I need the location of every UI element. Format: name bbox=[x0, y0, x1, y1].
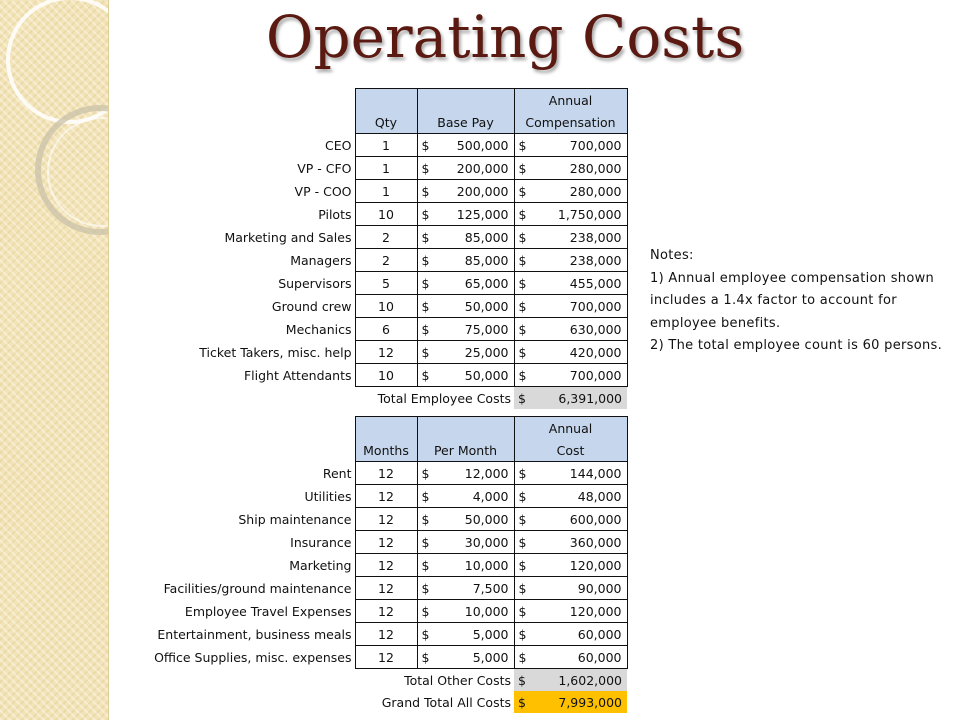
table-row bbox=[105, 600, 627, 623]
currency-symbol: $ bbox=[518, 367, 527, 383]
row-label: Ticket Takers, misc. help bbox=[199, 344, 352, 360]
annual-cost-cell-wrap bbox=[515, 627, 627, 642]
annual-cost-cell bbox=[514, 646, 627, 669]
annual-comp-cell-wrap bbox=[515, 299, 627, 314]
total-spacer bbox=[105, 387, 355, 410]
base-pay-cell-wrap bbox=[418, 322, 514, 337]
annual-cost-cell-value: 600,000 bbox=[569, 511, 622, 527]
per-month-cell-wrap bbox=[418, 535, 514, 550]
base-pay-cell-wrap bbox=[418, 345, 514, 360]
annual-comp-cell-wrap bbox=[515, 345, 627, 360]
row-label: VP - COO bbox=[294, 183, 352, 199]
table-row bbox=[105, 462, 627, 485]
annual-comp-cell bbox=[514, 295, 627, 318]
note-line: employee benefits. bbox=[650, 315, 781, 331]
table-row bbox=[105, 646, 627, 669]
base-pay-cell bbox=[417, 157, 514, 180]
currency-symbol: $ bbox=[421, 206, 430, 222]
per-month-cell bbox=[417, 623, 514, 646]
row-label: Ground crew bbox=[271, 298, 352, 314]
annual-comp-cell bbox=[514, 249, 627, 272]
currency-symbol: $ bbox=[421, 488, 430, 504]
per-month-cell-value: 50,000 bbox=[464, 511, 509, 527]
per-month-cell bbox=[417, 646, 514, 669]
per-month-cell-wrap bbox=[418, 581, 514, 596]
page-title: Operating Costs bbox=[265, 3, 745, 71]
other-costs-table bbox=[105, 416, 628, 713]
grand-total-all-costs bbox=[514, 691, 627, 713]
currency-symbol: $ bbox=[518, 534, 527, 550]
table-row bbox=[105, 295, 627, 318]
total-employee-costs-wrap bbox=[514, 391, 627, 406]
base-pay-cell bbox=[417, 203, 514, 226]
row-label: Ship maintenance bbox=[238, 511, 352, 527]
annual-comp-cell-value: 238,000 bbox=[569, 229, 622, 245]
annual-comp-cell-wrap bbox=[515, 161, 627, 176]
base-pay-cell-value: 85,000 bbox=[464, 252, 509, 268]
base-pay-cell-value: 25,000 bbox=[464, 344, 509, 360]
annual-cost-cell-value: 144,000 bbox=[569, 465, 622, 481]
currency-symbol: $ bbox=[421, 137, 430, 153]
base-pay-cell-wrap bbox=[418, 138, 514, 153]
base-pay-cell bbox=[417, 272, 514, 295]
base-pay-cell-value: 500,000 bbox=[456, 137, 509, 153]
base-pay-cell-wrap bbox=[418, 230, 514, 245]
header-months-top bbox=[355, 417, 417, 440]
currency-symbol: $ bbox=[421, 183, 430, 199]
annual-comp-cell-wrap bbox=[515, 230, 627, 245]
currency-symbol: $ bbox=[518, 137, 527, 153]
annual-cost-cell-value: 120,000 bbox=[569, 557, 622, 573]
annual-cost-cell-value: 48,000 bbox=[577, 488, 622, 504]
months-cell: 12 bbox=[355, 462, 417, 485]
annual-cost-cell-value: 60,000 bbox=[577, 626, 622, 642]
total-other-costs-row bbox=[105, 669, 627, 692]
total-employee-costs-label: Total Employee Costs bbox=[377, 390, 511, 406]
total-employee-costs-value: 6,391,000 bbox=[558, 390, 622, 406]
annual-cost-cell-wrap bbox=[515, 604, 627, 619]
row-label: Supervisors bbox=[278, 275, 352, 291]
total-row bbox=[105, 387, 627, 410]
currency-symbol: $ bbox=[421, 229, 430, 245]
base-pay-cell bbox=[417, 180, 514, 203]
per-month-cell bbox=[417, 600, 514, 623]
annual-cost-cell bbox=[514, 577, 627, 600]
base-pay-cell-wrap bbox=[418, 207, 514, 222]
qty-cell: 10 bbox=[355, 203, 417, 226]
per-month-cell-value: 5,000 bbox=[472, 649, 509, 665]
total-employee-costs bbox=[514, 387, 627, 410]
base-pay-cell bbox=[417, 341, 514, 364]
header-base-pay: Base Pay bbox=[417, 111, 514, 134]
note-line: 2) The total employee count is 60 persons. bbox=[650, 338, 943, 353]
annual-cost-cell-value: 90,000 bbox=[577, 580, 622, 596]
total-spacer bbox=[105, 691, 355, 713]
row-label: VP - CFO bbox=[297, 160, 352, 176]
currency-symbol: $ bbox=[518, 390, 526, 406]
total-other-costs-label: Total Other Costs bbox=[404, 672, 511, 688]
annual-cost-cell-value: 60,000 bbox=[577, 649, 622, 665]
annual-comp-cell-value: 630,000 bbox=[569, 321, 622, 337]
currency-symbol: $ bbox=[518, 229, 527, 245]
table-row bbox=[105, 180, 627, 203]
table-row bbox=[105, 134, 627, 157]
note-line: includes a 1.4x factor to account for bbox=[650, 293, 897, 308]
annual-comp-cell bbox=[514, 318, 627, 341]
base-pay-cell-wrap bbox=[418, 253, 514, 268]
currency-symbol: $ bbox=[421, 298, 430, 314]
annual-cost-cell-wrap bbox=[515, 581, 627, 596]
annual-comp-cell-value: 280,000 bbox=[569, 183, 622, 199]
base-pay-cell bbox=[417, 295, 514, 318]
row-label: Facilities/ground maintenance bbox=[163, 580, 352, 596]
qty-cell: 2 bbox=[355, 226, 417, 249]
base-pay-cell-value: 200,000 bbox=[456, 160, 509, 176]
currency-symbol: $ bbox=[518, 580, 527, 596]
base-pay-cell-value: 75,000 bbox=[464, 321, 509, 337]
base-pay-cell-value: 50,000 bbox=[464, 367, 509, 383]
decorative-side-strip bbox=[0, 0, 109, 720]
per-month-cell-value: 10,000 bbox=[464, 557, 509, 573]
currency-symbol: $ bbox=[421, 626, 430, 642]
table-header-row-2 bbox=[105, 439, 627, 462]
per-month-cell-wrap bbox=[418, 512, 514, 527]
currency-symbol: $ bbox=[518, 160, 527, 176]
header-annual-top: Annual bbox=[514, 89, 627, 112]
total-spacer bbox=[105, 669, 355, 692]
annual-comp-cell bbox=[514, 226, 627, 249]
notes-block bbox=[650, 245, 942, 358]
table-header-row-1 bbox=[105, 417, 627, 440]
currency-symbol: $ bbox=[421, 465, 430, 481]
currency-symbol: $ bbox=[518, 557, 527, 573]
header-annual-cost: Cost bbox=[514, 439, 627, 462]
grand-total-all-costs-label: Grand Total All Costs bbox=[381, 694, 511, 710]
row-label: Marketing bbox=[289, 557, 352, 573]
base-pay-cell-wrap bbox=[418, 184, 514, 199]
annual-cost-cell bbox=[514, 531, 627, 554]
table-row bbox=[105, 554, 627, 577]
annual-cost-cell bbox=[514, 554, 627, 577]
qty-cell: 2 bbox=[355, 249, 417, 272]
annual-cost-cell-value: 360,000 bbox=[569, 534, 622, 550]
annual-comp-cell-wrap bbox=[515, 138, 627, 153]
annual-cost-cell bbox=[514, 508, 627, 531]
base-pay-cell-wrap bbox=[418, 276, 514, 291]
per-month-cell-wrap bbox=[418, 558, 514, 573]
qty-cell: 10 bbox=[355, 295, 417, 318]
per-month-cell bbox=[417, 577, 514, 600]
qty-cell: 1 bbox=[355, 157, 417, 180]
annual-comp-cell bbox=[514, 134, 627, 157]
table-row bbox=[105, 364, 627, 387]
months-cell: 12 bbox=[355, 554, 417, 577]
header-spacer bbox=[105, 439, 355, 462]
table-header-row-1 bbox=[105, 89, 627, 112]
annual-comp-cell-value: 455,000 bbox=[569, 275, 622, 291]
note-line: 1) Annual employee compensation shown bbox=[650, 270, 935, 286]
qty-cell: 1 bbox=[355, 180, 417, 203]
qty-cell: 5 bbox=[355, 272, 417, 295]
base-pay-cell-wrap bbox=[418, 161, 514, 176]
months-cell: 12 bbox=[355, 531, 417, 554]
annual-comp-cell-value: 238,000 bbox=[569, 252, 622, 268]
per-month-cell-value: 7,500 bbox=[472, 580, 509, 596]
header-annual-compensation: Compensation bbox=[514, 111, 627, 134]
per-month-cell-wrap bbox=[418, 489, 514, 504]
decorative-rings-icon bbox=[0, 0, 108, 720]
grand-total-all-costs-wrap bbox=[514, 695, 627, 710]
base-pay-cell-wrap bbox=[418, 299, 514, 314]
row-label: Entertainment, business meals bbox=[157, 626, 352, 642]
months-cell: 12 bbox=[355, 646, 417, 669]
qty-cell: 1 bbox=[355, 134, 417, 157]
annual-cost-cell-wrap bbox=[515, 535, 627, 550]
row-label: Insurance bbox=[290, 534, 352, 550]
annual-cost-cell bbox=[514, 623, 627, 646]
months-cell: 12 bbox=[355, 623, 417, 646]
currency-symbol: $ bbox=[518, 344, 527, 360]
qty-cell: 10 bbox=[355, 364, 417, 387]
currency-symbol: $ bbox=[518, 603, 527, 619]
row-label: Utilities bbox=[304, 488, 352, 504]
table-row bbox=[105, 623, 627, 646]
annual-comp-cell-value: 700,000 bbox=[569, 298, 622, 314]
base-pay-cell-value: 200,000 bbox=[456, 183, 509, 199]
months-cell: 12 bbox=[355, 508, 417, 531]
per-month-cell-value: 30,000 bbox=[464, 534, 509, 550]
notes-heading: Notes: bbox=[650, 248, 694, 263]
annual-cost-cell bbox=[514, 485, 627, 508]
table-row bbox=[105, 157, 627, 180]
grand-total-all-costs-row bbox=[105, 691, 627, 713]
row-label: Employee Travel Expenses bbox=[184, 603, 352, 619]
annual-comp-cell bbox=[514, 364, 627, 387]
base-pay-cell bbox=[417, 249, 514, 272]
table-row bbox=[105, 508, 627, 531]
months-cell: 12 bbox=[355, 577, 417, 600]
currency-symbol: $ bbox=[518, 206, 527, 222]
currency-symbol: $ bbox=[421, 603, 430, 619]
per-month-cell-value: 4,000 bbox=[472, 488, 509, 504]
currency-symbol: $ bbox=[421, 557, 430, 573]
currency-symbol: $ bbox=[421, 275, 430, 291]
row-label: CEO bbox=[325, 137, 352, 153]
table-row bbox=[105, 318, 627, 341]
currency-symbol: $ bbox=[421, 367, 430, 383]
base-pay-cell bbox=[417, 364, 514, 387]
row-label: Rent bbox=[322, 465, 352, 481]
per-month-cell bbox=[417, 554, 514, 577]
annual-comp-cell bbox=[514, 180, 627, 203]
currency-symbol: $ bbox=[518, 488, 527, 504]
currency-symbol: $ bbox=[518, 649, 527, 665]
annual-comp-cell-wrap bbox=[515, 276, 627, 291]
total-other-costs-value: 1,602,000 bbox=[558, 672, 622, 688]
annual-cost-cell-wrap bbox=[515, 466, 627, 481]
annual-comp-cell-value: 1,750,000 bbox=[557, 206, 622, 222]
per-month-cell-value: 10,000 bbox=[464, 603, 509, 619]
currency-symbol: $ bbox=[518, 672, 526, 688]
table-row bbox=[105, 249, 627, 272]
months-cell: 12 bbox=[355, 485, 417, 508]
annual-comp-cell-value: 280,000 bbox=[569, 160, 622, 176]
header-spacer bbox=[105, 89, 355, 112]
per-month-cell-wrap bbox=[418, 466, 514, 481]
currency-symbol: $ bbox=[518, 275, 527, 291]
currency-symbol: $ bbox=[421, 344, 430, 360]
base-pay-cell bbox=[417, 134, 514, 157]
header-qty: Qty bbox=[355, 111, 417, 134]
base-pay-cell-value: 50,000 bbox=[464, 298, 509, 314]
currency-symbol: $ bbox=[421, 649, 430, 665]
months-cell: 12 bbox=[355, 600, 417, 623]
table-row bbox=[105, 577, 627, 600]
currency-symbol: $ bbox=[421, 321, 430, 337]
base-pay-cell-value: 85,000 bbox=[464, 229, 509, 245]
annual-comp-cell bbox=[514, 203, 627, 226]
header-annual-top: Annual bbox=[514, 417, 627, 440]
qty-cell: 12 bbox=[355, 341, 417, 364]
base-pay-cell-wrap bbox=[418, 368, 514, 383]
currency-symbol: $ bbox=[518, 321, 527, 337]
table-row bbox=[105, 341, 627, 364]
qty-cell: 6 bbox=[355, 318, 417, 341]
table-row bbox=[105, 272, 627, 295]
row-label: Mechanics bbox=[285, 321, 352, 337]
table-row bbox=[105, 531, 627, 554]
currency-symbol: $ bbox=[518, 511, 527, 527]
currency-symbol: $ bbox=[421, 252, 430, 268]
per-month-cell-wrap bbox=[418, 604, 514, 619]
annual-cost-cell-wrap bbox=[515, 650, 627, 665]
header-spacer bbox=[105, 111, 355, 134]
annual-comp-cell-wrap bbox=[515, 184, 627, 199]
annual-comp-cell-value: 420,000 bbox=[569, 344, 622, 360]
header-qty-top bbox=[355, 89, 417, 112]
currency-symbol: $ bbox=[421, 160, 430, 176]
base-pay-cell-value: 65,000 bbox=[464, 275, 509, 291]
base-pay-cell-value: 125,000 bbox=[456, 206, 509, 222]
table-row bbox=[105, 226, 627, 249]
per-month-cell-value: 5,000 bbox=[472, 626, 509, 642]
currency-symbol: $ bbox=[518, 252, 527, 268]
currency-symbol: $ bbox=[518, 465, 527, 481]
employee-costs-body bbox=[105, 89, 627, 410]
currency-symbol: $ bbox=[421, 511, 430, 527]
row-label: Managers bbox=[290, 252, 352, 268]
total-other-costs-wrap bbox=[514, 673, 627, 688]
annual-cost-cell-wrap bbox=[515, 489, 627, 504]
annual-comp-cell-wrap bbox=[515, 253, 627, 268]
row-label: Office Supplies, misc. expenses bbox=[154, 649, 352, 665]
header-months: Months bbox=[355, 439, 417, 462]
header-spacer bbox=[105, 417, 355, 440]
row-label: Marketing and Sales bbox=[224, 229, 352, 245]
row-label: Pilots bbox=[318, 206, 352, 222]
base-pay-cell bbox=[417, 318, 514, 341]
per-month-cell-wrap bbox=[418, 650, 514, 665]
per-month-cell-value: 12,000 bbox=[464, 465, 509, 481]
per-month-cell bbox=[417, 462, 514, 485]
annual-cost-cell bbox=[514, 462, 627, 485]
currency-symbol: $ bbox=[518, 626, 527, 642]
table-row bbox=[105, 203, 627, 226]
annual-comp-cell-value: 700,000 bbox=[569, 367, 622, 383]
annual-comp-cell bbox=[514, 341, 627, 364]
grand-total-all-costs-value: 7,993,000 bbox=[558, 694, 622, 710]
annual-cost-cell-wrap bbox=[515, 512, 627, 527]
per-month-cell-wrap bbox=[418, 627, 514, 642]
annual-comp-cell bbox=[514, 157, 627, 180]
currency-symbol: $ bbox=[518, 694, 526, 710]
annual-cost-cell-wrap bbox=[515, 558, 627, 573]
total-other-costs bbox=[514, 669, 627, 692]
annual-comp-cell-value: 700,000 bbox=[569, 137, 622, 153]
annual-comp-cell bbox=[514, 272, 627, 295]
annual-comp-cell-wrap bbox=[515, 207, 627, 222]
table-header-row-2 bbox=[105, 111, 627, 134]
currency-symbol: $ bbox=[421, 580, 430, 596]
header-per-month: Per Month bbox=[417, 439, 514, 462]
per-month-cell bbox=[417, 531, 514, 554]
other-costs-body bbox=[105, 417, 627, 714]
table-row bbox=[105, 485, 627, 508]
annual-cost-cell bbox=[514, 600, 627, 623]
per-month-cell bbox=[417, 508, 514, 531]
header-base-top bbox=[417, 89, 514, 112]
row-label: Flight Attendants bbox=[243, 367, 352, 383]
employee-costs-table bbox=[105, 88, 628, 409]
currency-symbol: $ bbox=[421, 534, 430, 550]
per-month-cell bbox=[417, 485, 514, 508]
currency-symbol: $ bbox=[518, 183, 527, 199]
header-per-month-top bbox=[417, 417, 514, 440]
annual-comp-cell-wrap bbox=[515, 322, 627, 337]
base-pay-cell bbox=[417, 226, 514, 249]
currency-symbol: $ bbox=[518, 298, 527, 314]
annual-comp-cell-wrap bbox=[515, 368, 627, 383]
annual-cost-cell-value: 120,000 bbox=[569, 603, 622, 619]
